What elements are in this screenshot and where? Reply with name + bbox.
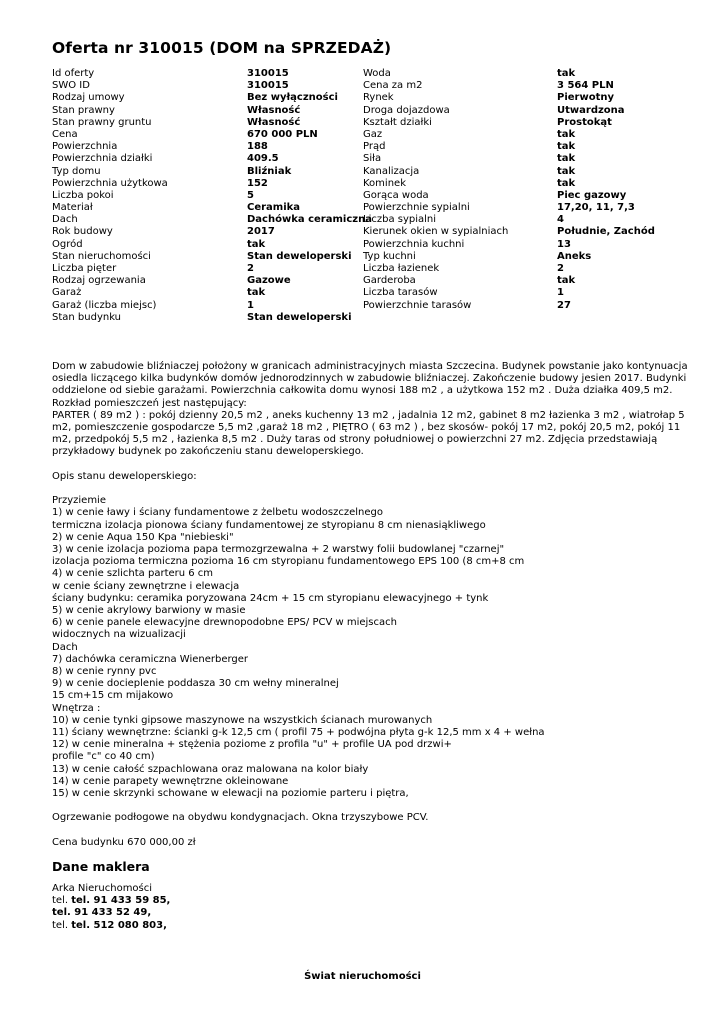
broker-heading: Dane maklera [52, 859, 150, 874]
left-value: 310015 [247, 80, 289, 92]
left-label: Liczba pięter [52, 263, 117, 274]
spec-line: w cenie ściany zewnętrzne i elewacja [52, 580, 240, 592]
right-label: Liczba tarasów [363, 287, 438, 299]
spec-line: 8) w cenie rynny pvc [52, 666, 157, 678]
spec-line: 3) w cenie izolacja pozioma papa termozgrzewalna + 2 warstwy folii budowlanej "czarnej" [52, 544, 505, 556]
right-label: Gorąca woda [363, 189, 429, 201]
description-line: Rozkład pomieszczeń jest następujący: [52, 397, 247, 409]
left-value: tak [247, 287, 266, 299]
right-value: tak [557, 128, 576, 140]
left-value: 670 000 PLN [247, 128, 318, 140]
footer-brand: Świat nieruchomości [304, 971, 421, 982]
left-value: 152 [247, 177, 268, 189]
price-text: Cena budynku 670 000,00 zł [52, 836, 196, 848]
spec-line: termiczna izolacja pionowa ściany fundamentowej ze styropianu 8 cm nienasiąkliwego [52, 519, 486, 531]
right-value: 4 [557, 214, 564, 226]
broker-phone-1[interactable]: tel. 91 433 59 85, [71, 895, 171, 907]
spec-line: 10) w cenie tynki gipsowe maszynowe na wszystkich ścianach murowanych [52, 714, 433, 726]
right-label: Kanalizacja [363, 165, 420, 177]
left-label: Id oferty [52, 68, 95, 79]
right-label: Kominek [363, 177, 406, 189]
spec-line: 2) w cenie Aqua 150 Kpa "niebieski" [52, 531, 234, 543]
left-label: Stan nieruchomości [52, 250, 151, 262]
right-value: Prostokąt [557, 116, 612, 128]
right-value: Utwardzona [557, 104, 625, 116]
left-label: Materiał [52, 202, 93, 214]
left-value: tak [247, 238, 266, 250]
right-value: 17,20, 11, 7,3 [557, 202, 635, 214]
right-label: Typ kuchni [363, 250, 416, 262]
description-line: m2, pomieszczenie gospodarcze 5,5 m2 ,garaż 18 m2 , PIĘTRO ( 63 m2 ) , bez skosów- pokój 17 m2, pokój 20,5 m2, pokój 11 [52, 422, 681, 434]
left-label: Powierzchnia działki [52, 153, 153, 165]
description-line: oddzielone od siebie garażami. Powierzchnia całkowita domu wynosi 188 m2 , a użytkowa 152 m2 . Duża działka 409,5 m2. [52, 385, 673, 397]
left-label: Powierzchnia użytkowa [52, 177, 168, 189]
tel-prefix: tel. [52, 919, 72, 931]
left-value: Stan deweloperski [247, 250, 352, 262]
right-value: tak [557, 275, 576, 287]
description-line: przykładowy budynek po zakończeniu stanu deweloperskiego. [52, 446, 364, 458]
left-label: Garaż [52, 287, 82, 299]
spec-line: izolacja pozioma termiczna pozioma 16 cm styropianu fundamentowego EPS 100 (8 cm+8 cm [52, 556, 525, 568]
spec-line: 11) ściany wewnętrzne: ścianki g-k 12,5 cm ( profil 75 + podwójna płyta g-k 12,5 mm x 4 + wełna [52, 727, 545, 739]
right-value: tak [557, 68, 576, 79]
left-label: Stan budynku [52, 311, 122, 323]
left-value: Ceramika [247, 202, 301, 214]
left-value: 2 [247, 263, 254, 274]
left-label: Stan prawny [52, 104, 115, 116]
description-line: osiedla liczącego kilka budynków domów jednorodzinnych w zabudowie bliźniaczej. Zakończenie budowy jesien 2017. Budynki [52, 373, 687, 385]
left-value: Stan deweloperski [247, 311, 352, 323]
spec-line: Przyziemie [52, 495, 106, 507]
left-label: Stan prawny gruntu [52, 116, 152, 128]
spec-line: 12) w cenie mineralna + stężenia poziome z profila "u" + profile UA pod drzwi+ [52, 739, 452, 751]
right-value: 27 [557, 299, 571, 311]
spec-line: 5) w cenie akrylowy barwiony w masie [52, 605, 246, 617]
right-value: Aneks [557, 250, 592, 262]
description [52, 361, 702, 849]
right-value: tak [557, 165, 576, 177]
left-value: Bez wyłączności [247, 92, 338, 104]
left-value: 188 [247, 141, 268, 153]
right-label: Siła [363, 153, 382, 165]
description-line: m2, przedpokój 5,5 m2 , łazienka 8,5 m2 . Duży taras od strony południowej o powierzchni 27 m2. Zdjęcia przedstawiają [52, 434, 658, 446]
broker-phone-row [52, 920, 170, 932]
left-label: Rodzaj ogrzewania [52, 275, 146, 287]
left-label: Rodzaj umowy [52, 92, 125, 104]
right-label: Liczba łazienek [363, 263, 440, 274]
heating-text: Ogrzewanie podłogowe na obydwu kondygnacjach. Okna trzyszybowe PCV. [52, 812, 429, 824]
left-value: 310015 [247, 68, 289, 79]
left-value: 409.5 [247, 153, 279, 165]
left-value: Dachówka ceramiczna [247, 214, 372, 226]
right-label: Woda [363, 68, 391, 79]
left-label: Powierzchnia [52, 141, 118, 153]
spec-line: ściany budynku: ceramika poryzowana 24cm + 15 cm styropianu elewacyjnego + tynk [52, 592, 489, 604]
spec-line: 4) w cenie szlichta parteru 6 cm [52, 568, 214, 580]
left-value: Własność [247, 116, 301, 128]
right-label: Kierunek okien w sypialniach [363, 226, 509, 238]
right-value: 1 [557, 287, 564, 299]
right-label: Cena za m2 [363, 80, 423, 92]
broker-phone-3[interactable]: tel. 512 080 803, [71, 919, 167, 931]
left-label: Rok budowy [52, 226, 113, 238]
right-label: Prąd [363, 141, 386, 153]
right-labels-column [363, 68, 557, 312]
spec-line: 15) w cenie skrzynki schowane w elewacji na poziomie parteru i piętra, [52, 788, 409, 800]
right-value: tak [557, 141, 576, 153]
spec-line: 15 cm+15 cm mijakowo [52, 690, 174, 702]
right-label: Powierzchnie tarasów [363, 299, 472, 311]
right-value: 13 [557, 238, 571, 250]
left-labels-column [52, 68, 247, 324]
right-value: 2 [557, 263, 564, 274]
spec-line: Dach [52, 641, 78, 653]
tel-prefix: tel. [52, 895, 72, 907]
left-label: Dach [52, 214, 78, 226]
spec-line: Wnętrza : [52, 702, 101, 714]
right-value: tak [557, 153, 576, 165]
spec-line: 9) w cenie docieplenie poddasza 30 cm wełny mineralnej [52, 678, 339, 690]
right-label: Liczba sypialni [363, 214, 437, 226]
right-value: Piec gazowy [557, 189, 627, 201]
left-value: 5 [247, 189, 254, 201]
spec-line: 13) w cenie całość szpachlowana oraz malowana na kolor biały [52, 763, 369, 775]
left-value: Bliźniak [247, 165, 292, 177]
left-label: Cena [52, 128, 78, 140]
left-label: Liczba pokoi [52, 189, 114, 201]
right-values-column [557, 68, 697, 312]
right-label: Kształt działki [363, 116, 432, 128]
spec-line: 7) dachówka ceramiczna Wienerberger [52, 653, 249, 665]
broker-name: Arka Nieruchomości [52, 883, 153, 894]
right-label: Rynek [363, 92, 394, 104]
left-values-column [247, 68, 372, 324]
right-value: tak [557, 177, 576, 189]
broker-details [52, 883, 170, 932]
right-value: 3 564 PLN [557, 80, 614, 92]
spec-line: profile "c" co 40 cm) [52, 751, 155, 763]
left-label: Ogród [52, 238, 83, 250]
right-label: Gaz [363, 128, 383, 140]
right-label: Droga dojazdowa [363, 104, 450, 116]
description-line: PARTER ( 89 m2 ) : pokój dzienny 20,5 m2 , aneks kuchenny 13 m2 , jadalnia 12 m2, gabinet 8 m2 łazienka 3 m2 , wiatrołap 5 [52, 409, 685, 421]
right-value: Południe, Zachód [557, 226, 655, 238]
right-label: Powierzchnie sypialni [363, 202, 470, 214]
left-value: Własność [247, 104, 301, 116]
broker-phone-row [52, 907, 170, 919]
left-label: SWO ID [52, 80, 90, 92]
right-label: Powierzchnia kuchni [363, 238, 465, 250]
left-label: Garaż (liczba miejsc) [52, 299, 157, 311]
right-value: Pierwotny [557, 92, 614, 104]
left-value: 1 [247, 299, 254, 311]
left-value: 2017 [247, 226, 275, 238]
broker-phone-2[interactable]: tel. 91 433 52 49, [52, 907, 152, 919]
description-line: Dom w zabudowie bliźniaczej położony w granicach administracyjnych miasta Szczecina. Budynek powstanie jako kontynuacja [52, 361, 688, 372]
spec-line: widocznych na wizualizacji [52, 629, 186, 641]
state-heading: Opis stanu deweloperskiego: [52, 470, 197, 482]
spec-line: 6) w cenie panele elewacyjne drewnopodobne EPS/ PCV w miejscach [52, 617, 397, 629]
right-label: Garderoba [363, 275, 416, 287]
left-value: Gazowe [247, 275, 291, 287]
page-title: Oferta nr 310015 (DOM na SPRZEDAŻ) [52, 39, 392, 57]
left-label: Typ domu [52, 165, 101, 177]
broker-phone-row [52, 895, 170, 907]
spec-line: 14) w cenie parapety wewnętrzne okleinowane [52, 775, 289, 787]
spec-line: 1) w cenie ławy i ściany fundamentowe z żelbetu wodoszczelnego [52, 507, 384, 519]
